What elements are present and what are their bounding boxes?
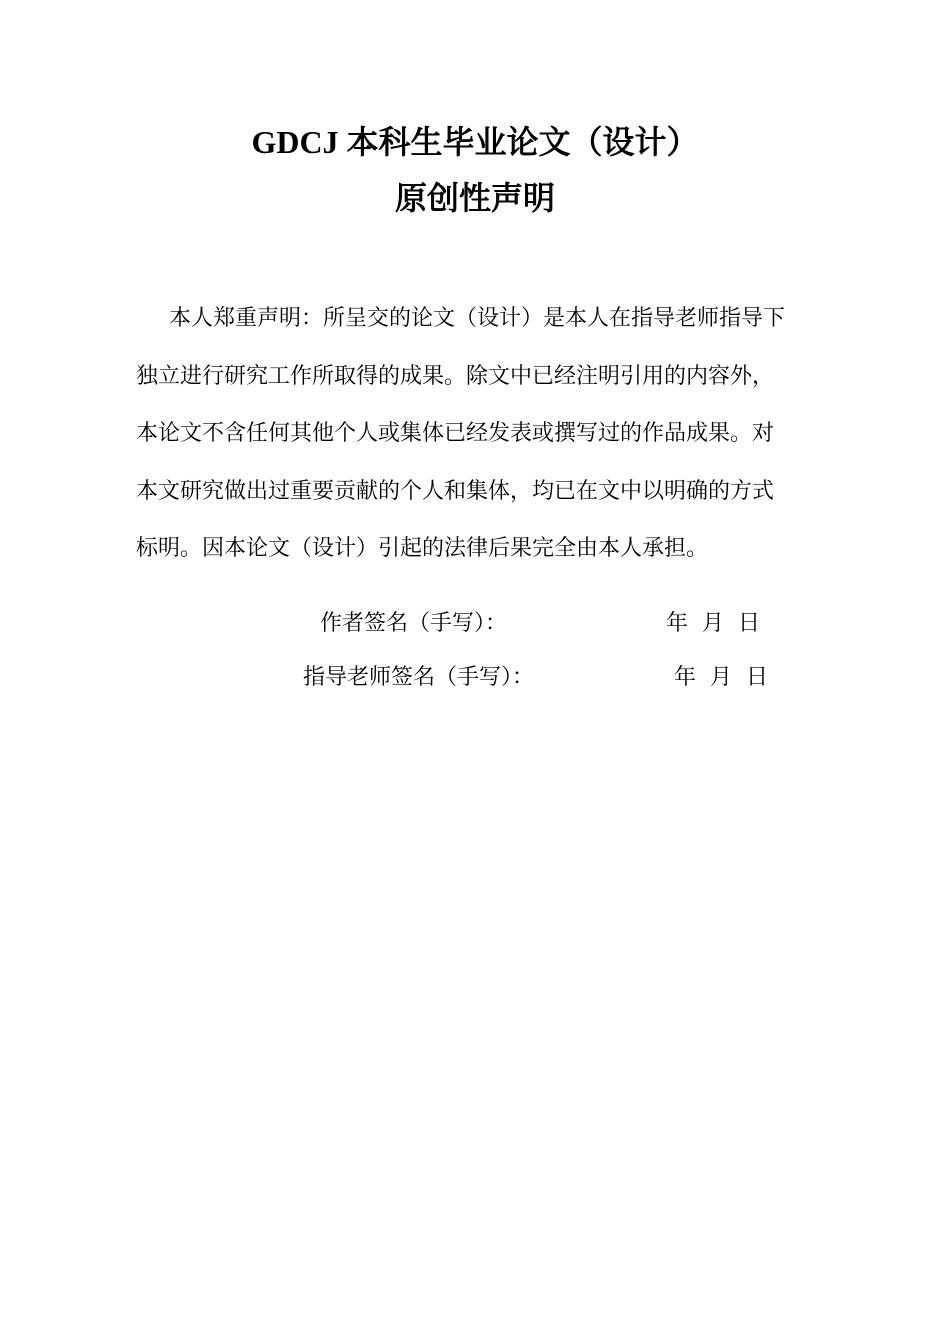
body-line-1: 本人郑重声明：所呈交的论文（设计）是本人在指导老师指导下 bbox=[169, 306, 786, 331]
author-signature-label: 作者签名（手写）： bbox=[320, 611, 508, 636]
body-line-5: 标明。因本论文（设计）引起的法律后果完全由本人承担。 bbox=[136, 536, 709, 561]
advisor-signature-row bbox=[0, 663, 950, 693]
body-line-2: 独立进行研究工作所取得的成果。除文中已经注明引用的内容外， bbox=[136, 363, 775, 389]
date-year-label: 年 bbox=[674, 665, 697, 690]
date-month-label: 月 bbox=[702, 611, 725, 636]
author-signature-date bbox=[666, 609, 760, 639]
author-signature-row bbox=[0, 609, 950, 639]
declaration-body bbox=[136, 290, 842, 578]
document-title: GDCJ 本科生毕业论文（设计） bbox=[251, 124, 699, 160]
date-day-label: 日 bbox=[738, 611, 761, 636]
date-year-label: 年 bbox=[666, 611, 689, 636]
document-subtitle: 原创性声明 bbox=[394, 180, 555, 216]
date-day-label: 日 bbox=[746, 665, 769, 690]
body-line-3: 本论文不含任何其他个人或集体已经发表或撰写过的作品成果。对 bbox=[136, 421, 775, 446]
advisor-signature-label: 指导老师签名（手写）： bbox=[303, 665, 535, 690]
advisor-signature-date bbox=[674, 663, 768, 693]
date-month-label: 月 bbox=[710, 665, 733, 690]
body-line-4: 本文研究做出过重要贡献的个人和集体，均已在文中以明确的方式 bbox=[136, 478, 775, 504]
